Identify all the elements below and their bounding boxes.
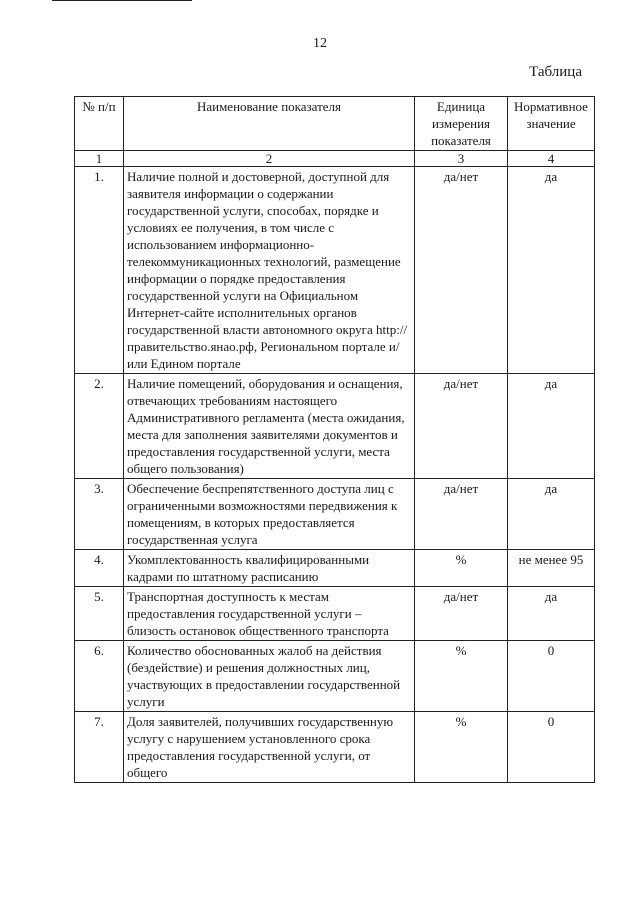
unit-value: да/нет: [415, 167, 508, 374]
table-row: [75, 641, 595, 712]
indicator-name: Наличие помещений, оборудования и оснащения, отвечающих требованиям настоящего Административного регламента (места ожидания, места для заполнения заявителями документов и предоставления государственной услуги, места общего пользования): [124, 374, 415, 479]
indicator-name: Укомплектованность квалифицированными кадрами по штатному расписанию: [124, 550, 415, 587]
row-number: 4.: [75, 550, 124, 587]
indicator-name: Количество обоснованных жалоб на действия (бездействие) и решения должностных лиц, участвующих в предоставлении государственной услуги: [124, 641, 415, 712]
header-row: [75, 97, 595, 151]
indicators-table: [74, 96, 595, 783]
normative-value: 0: [508, 712, 595, 783]
normative-value: не менее 95: [508, 550, 595, 587]
indicator-name: Доля заявителей, получивших государственную услугу с нарушением установленного срока предоставления государственной услуги, от общего: [124, 712, 415, 783]
header-indicator-name: Наименование показателя: [124, 97, 415, 151]
column-number: 3: [415, 151, 508, 167]
row-number: 6.: [75, 641, 124, 712]
normative-value: да: [508, 167, 595, 374]
top-rule: [52, 0, 192, 1]
header-normative-value: Нормативное значение: [508, 97, 595, 151]
row-number: 5.: [75, 587, 124, 641]
column-number-row: [75, 151, 595, 167]
unit-value: да/нет: [415, 374, 508, 479]
table-row: [75, 550, 595, 587]
row-number: 7.: [75, 712, 124, 783]
header-unit: Единица измерения показателя: [415, 97, 508, 151]
header-number: № п/п: [75, 97, 124, 151]
table-row: [75, 587, 595, 641]
row-number: 1.: [75, 167, 124, 374]
column-number: 4: [508, 151, 595, 167]
normative-value: да: [508, 374, 595, 479]
table-body: [75, 167, 595, 783]
unit-value: да/нет: [415, 479, 508, 550]
table-row: [75, 374, 595, 479]
row-number: 2.: [75, 374, 124, 479]
normative-value: да: [508, 479, 595, 550]
page-number: 12: [313, 36, 327, 51]
unit-value: %: [415, 712, 508, 783]
column-number: 2: [124, 151, 415, 167]
table-row: [75, 479, 595, 550]
normative-value: да: [508, 587, 595, 641]
table-header: [75, 97, 595, 167]
normative-value: 0: [508, 641, 595, 712]
table-row: [75, 167, 595, 374]
indicator-name: Наличие полной и достоверной, доступной для заявителя информации о содержании государственной услуги, способах, порядке и условиях ее получения, в том числе с использованием информационно-телекоммуникационных технологий, размещение информации о порядке предоставления государственной услуги на Официальном Интернет-сайте исполнительных органов государственной власти автономного округа http://правительство.янао.рф, Региональном портале и/или Едином портале: [124, 167, 415, 374]
unit-value: %: [415, 641, 508, 712]
indicator-name: Обеспечение беспрепятственного доступа лиц с ограниченными возможностями передвижения к помещениям, в которых предоставляется государственная услуга: [124, 479, 415, 550]
table-row: [75, 712, 595, 783]
unit-value: %: [415, 550, 508, 587]
column-number: 1: [75, 151, 124, 167]
row-number: 3.: [75, 479, 124, 550]
indicator-name: Транспортная доступность к местам предоставления государственной услуги – близость остановок общественного транспорта: [124, 587, 415, 641]
unit-value: да/нет: [415, 587, 508, 641]
table-caption: Таблица: [529, 64, 582, 80]
